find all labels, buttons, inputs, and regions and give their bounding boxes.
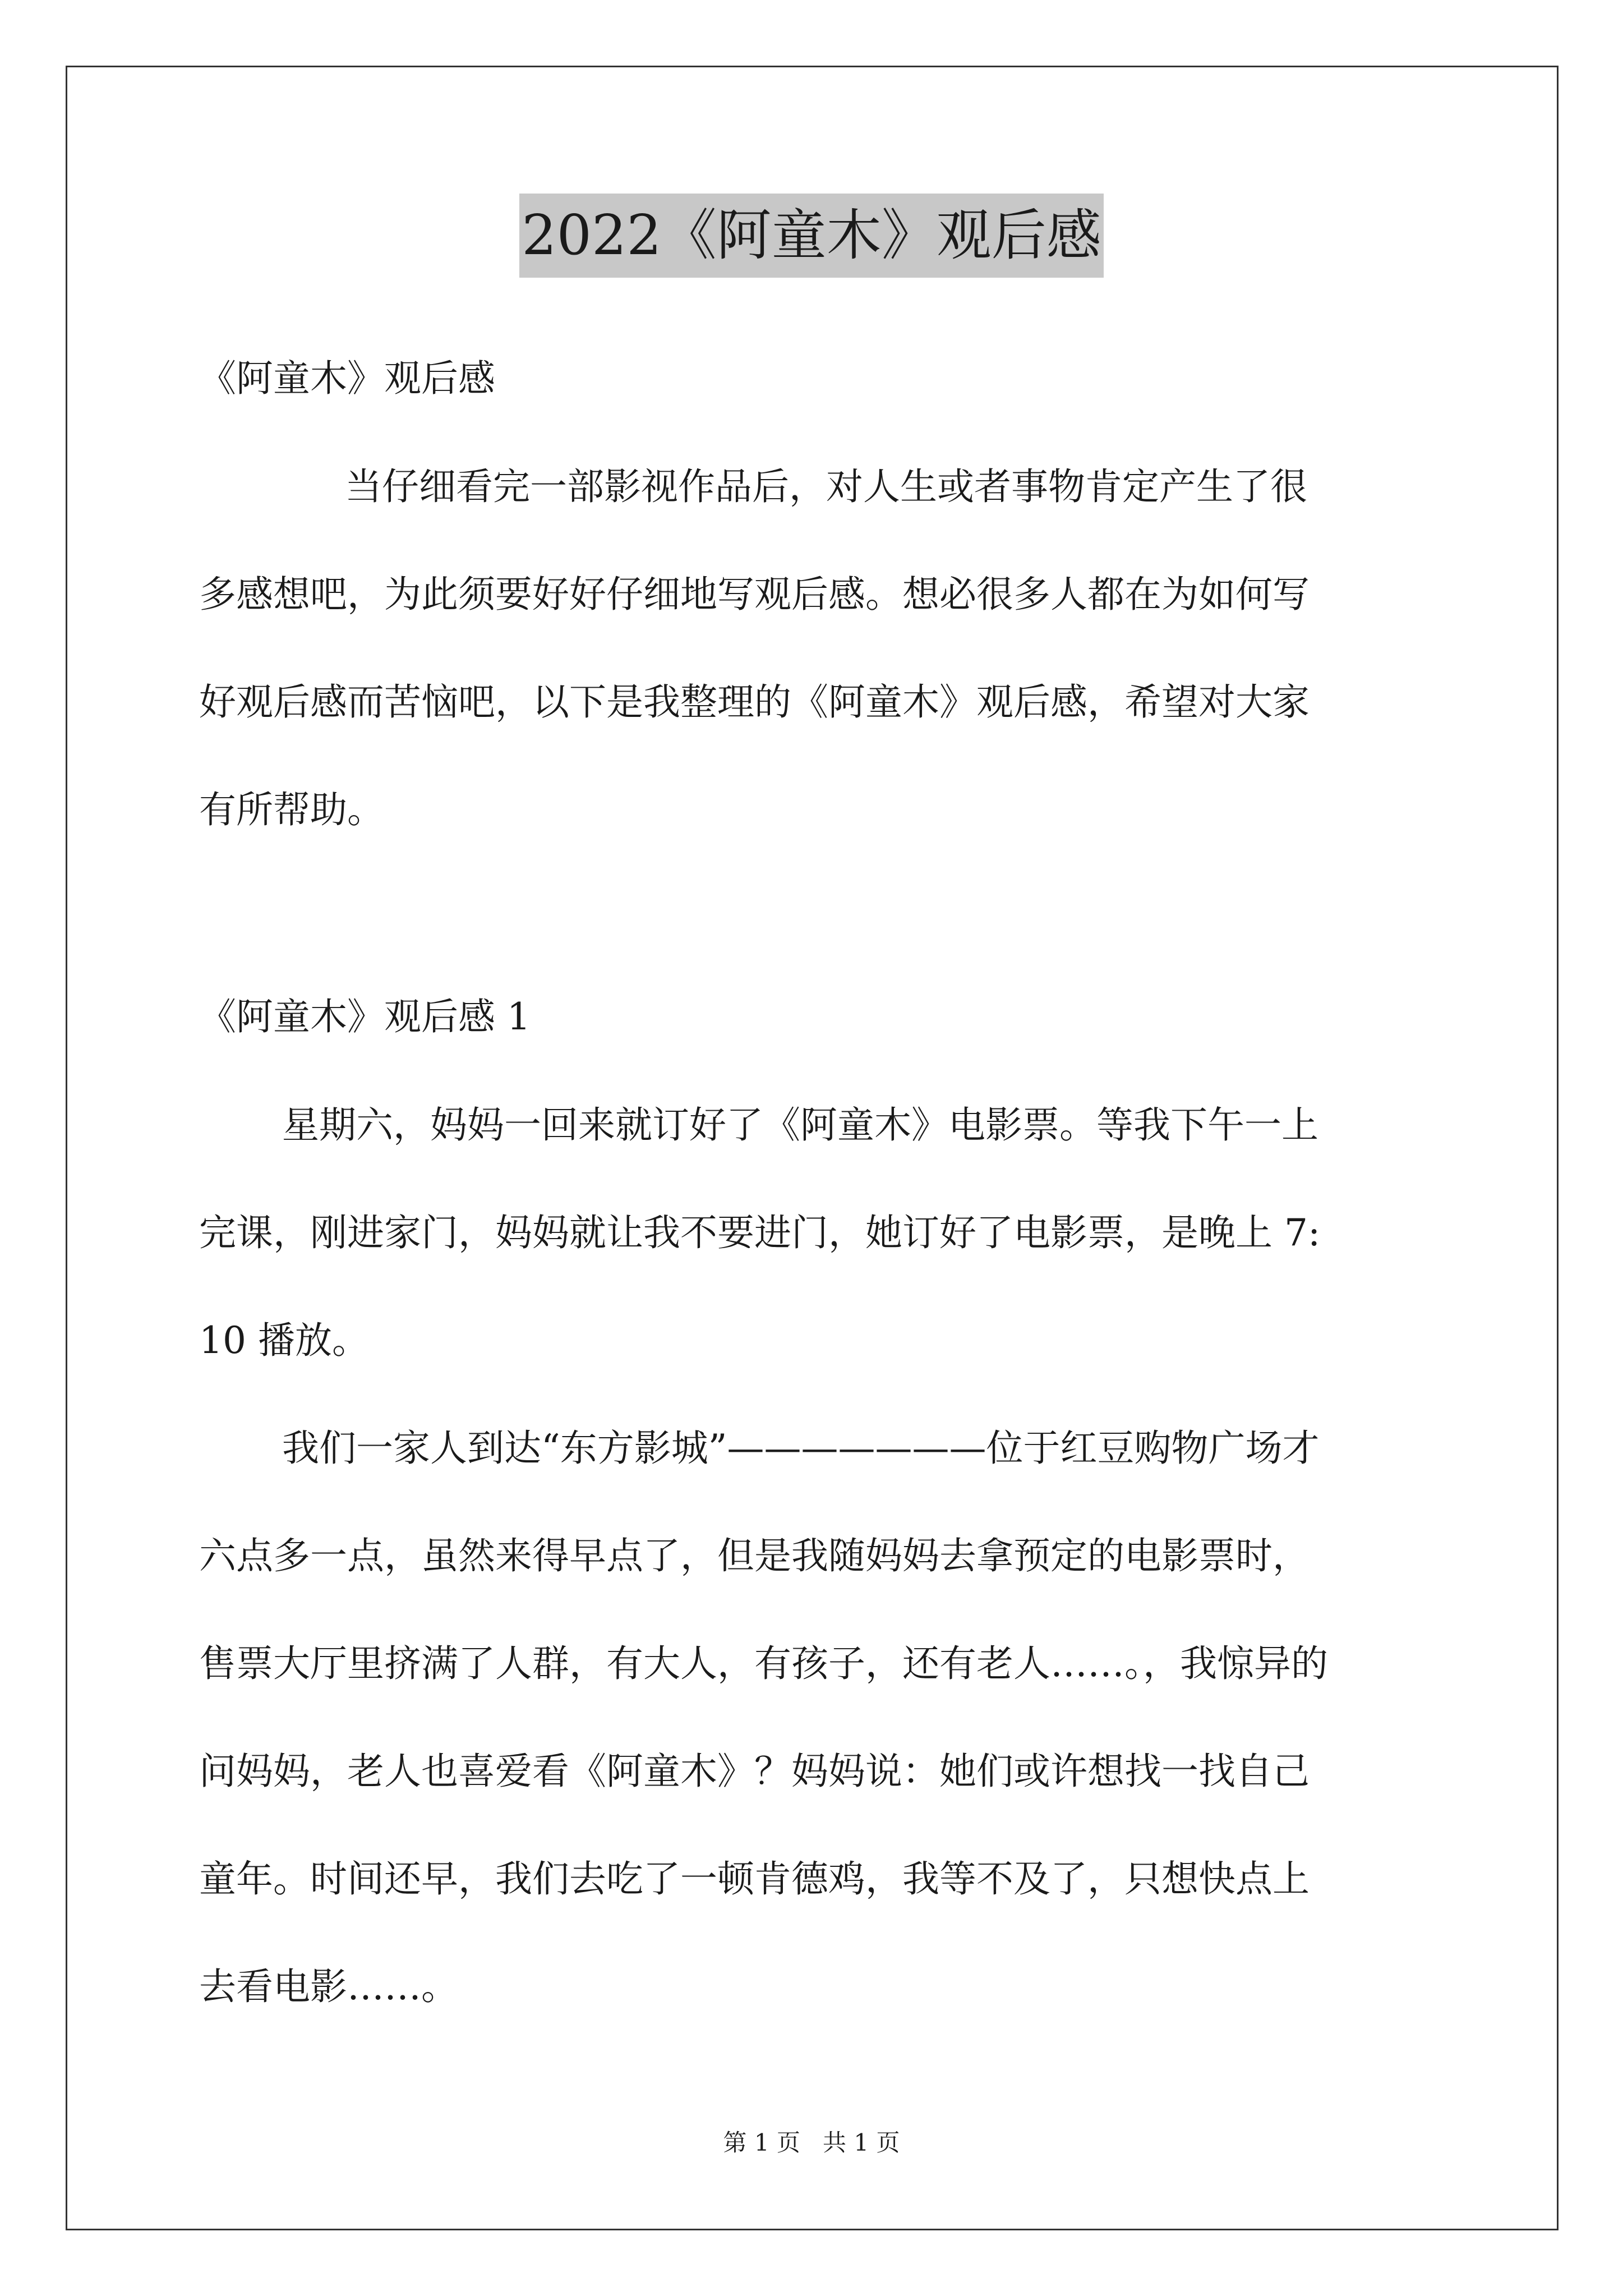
s1p1-line-2: 完课，刚进家门，妈妈就让我不要进门，她订好了电影票，是晚上 7:: [199, 1211, 1321, 1254]
section1-heading: 《阿童木》观后感 1: [199, 995, 531, 1038]
intro-line-1-text: 当仔细看完一部影视作品后，对人生或者事物肯定产生了很: [271, 465, 1307, 508]
intro-line-1: [199, 433, 1450, 541]
s1p1-line-1: 星期六，妈妈一回来就订好了《阿童木》电影票。等我下午一上: [282, 1103, 1318, 1147]
title-container: [0, 194, 1623, 278]
s1p1-line-3: 10 播放。: [199, 1319, 369, 1362]
intro-line-4: 有所帮助。: [199, 788, 384, 831]
intro-line-3: 好观后感而苦恼吧，以下是我整理的《阿童木》观后感，希望对大家: [199, 680, 1310, 724]
s1p2-line-1: 我们一家人到达“东方影城”———————位于红豆购物广场才: [282, 1427, 1320, 1470]
document-title: 2022《阿童木》观后感: [519, 194, 1103, 278]
s1p2-line-6: 去看电影……。: [199, 1965, 458, 2008]
s1p2-line-5: 童年。时间还早，我们去吃了一顿肯德鸡，我等不及了，只想快点上: [199, 1857, 1310, 1901]
intro-paragraph: [199, 433, 1450, 864]
section1-paragraph-2: [199, 1395, 1450, 2041]
s1p2-line-2: 六点多一点，虽然来得早点了，但是我随妈妈去拿预定的电影票时，: [199, 1534, 1310, 1577]
intro-line-2: 多感想吧，为此须要好好仔细地写观后感。想必很多人都在为如何写: [199, 573, 1310, 616]
page-footer: 第 1 页 共 1 页: [723, 2129, 900, 2156]
intro-heading: 《阿童木》观后感: [199, 357, 495, 400]
s1p2-line-3: 售票大厅里挤满了人群，有大人，有孩子，还有老人……。，我惊异的: [199, 1642, 1328, 1685]
section1-paragraph-1: [199, 1071, 1450, 1395]
s1p2-line-4: 问妈妈，老人也喜爱看《阿童木》？妈妈说：她们或许想找一找自己: [199, 1750, 1310, 1793]
